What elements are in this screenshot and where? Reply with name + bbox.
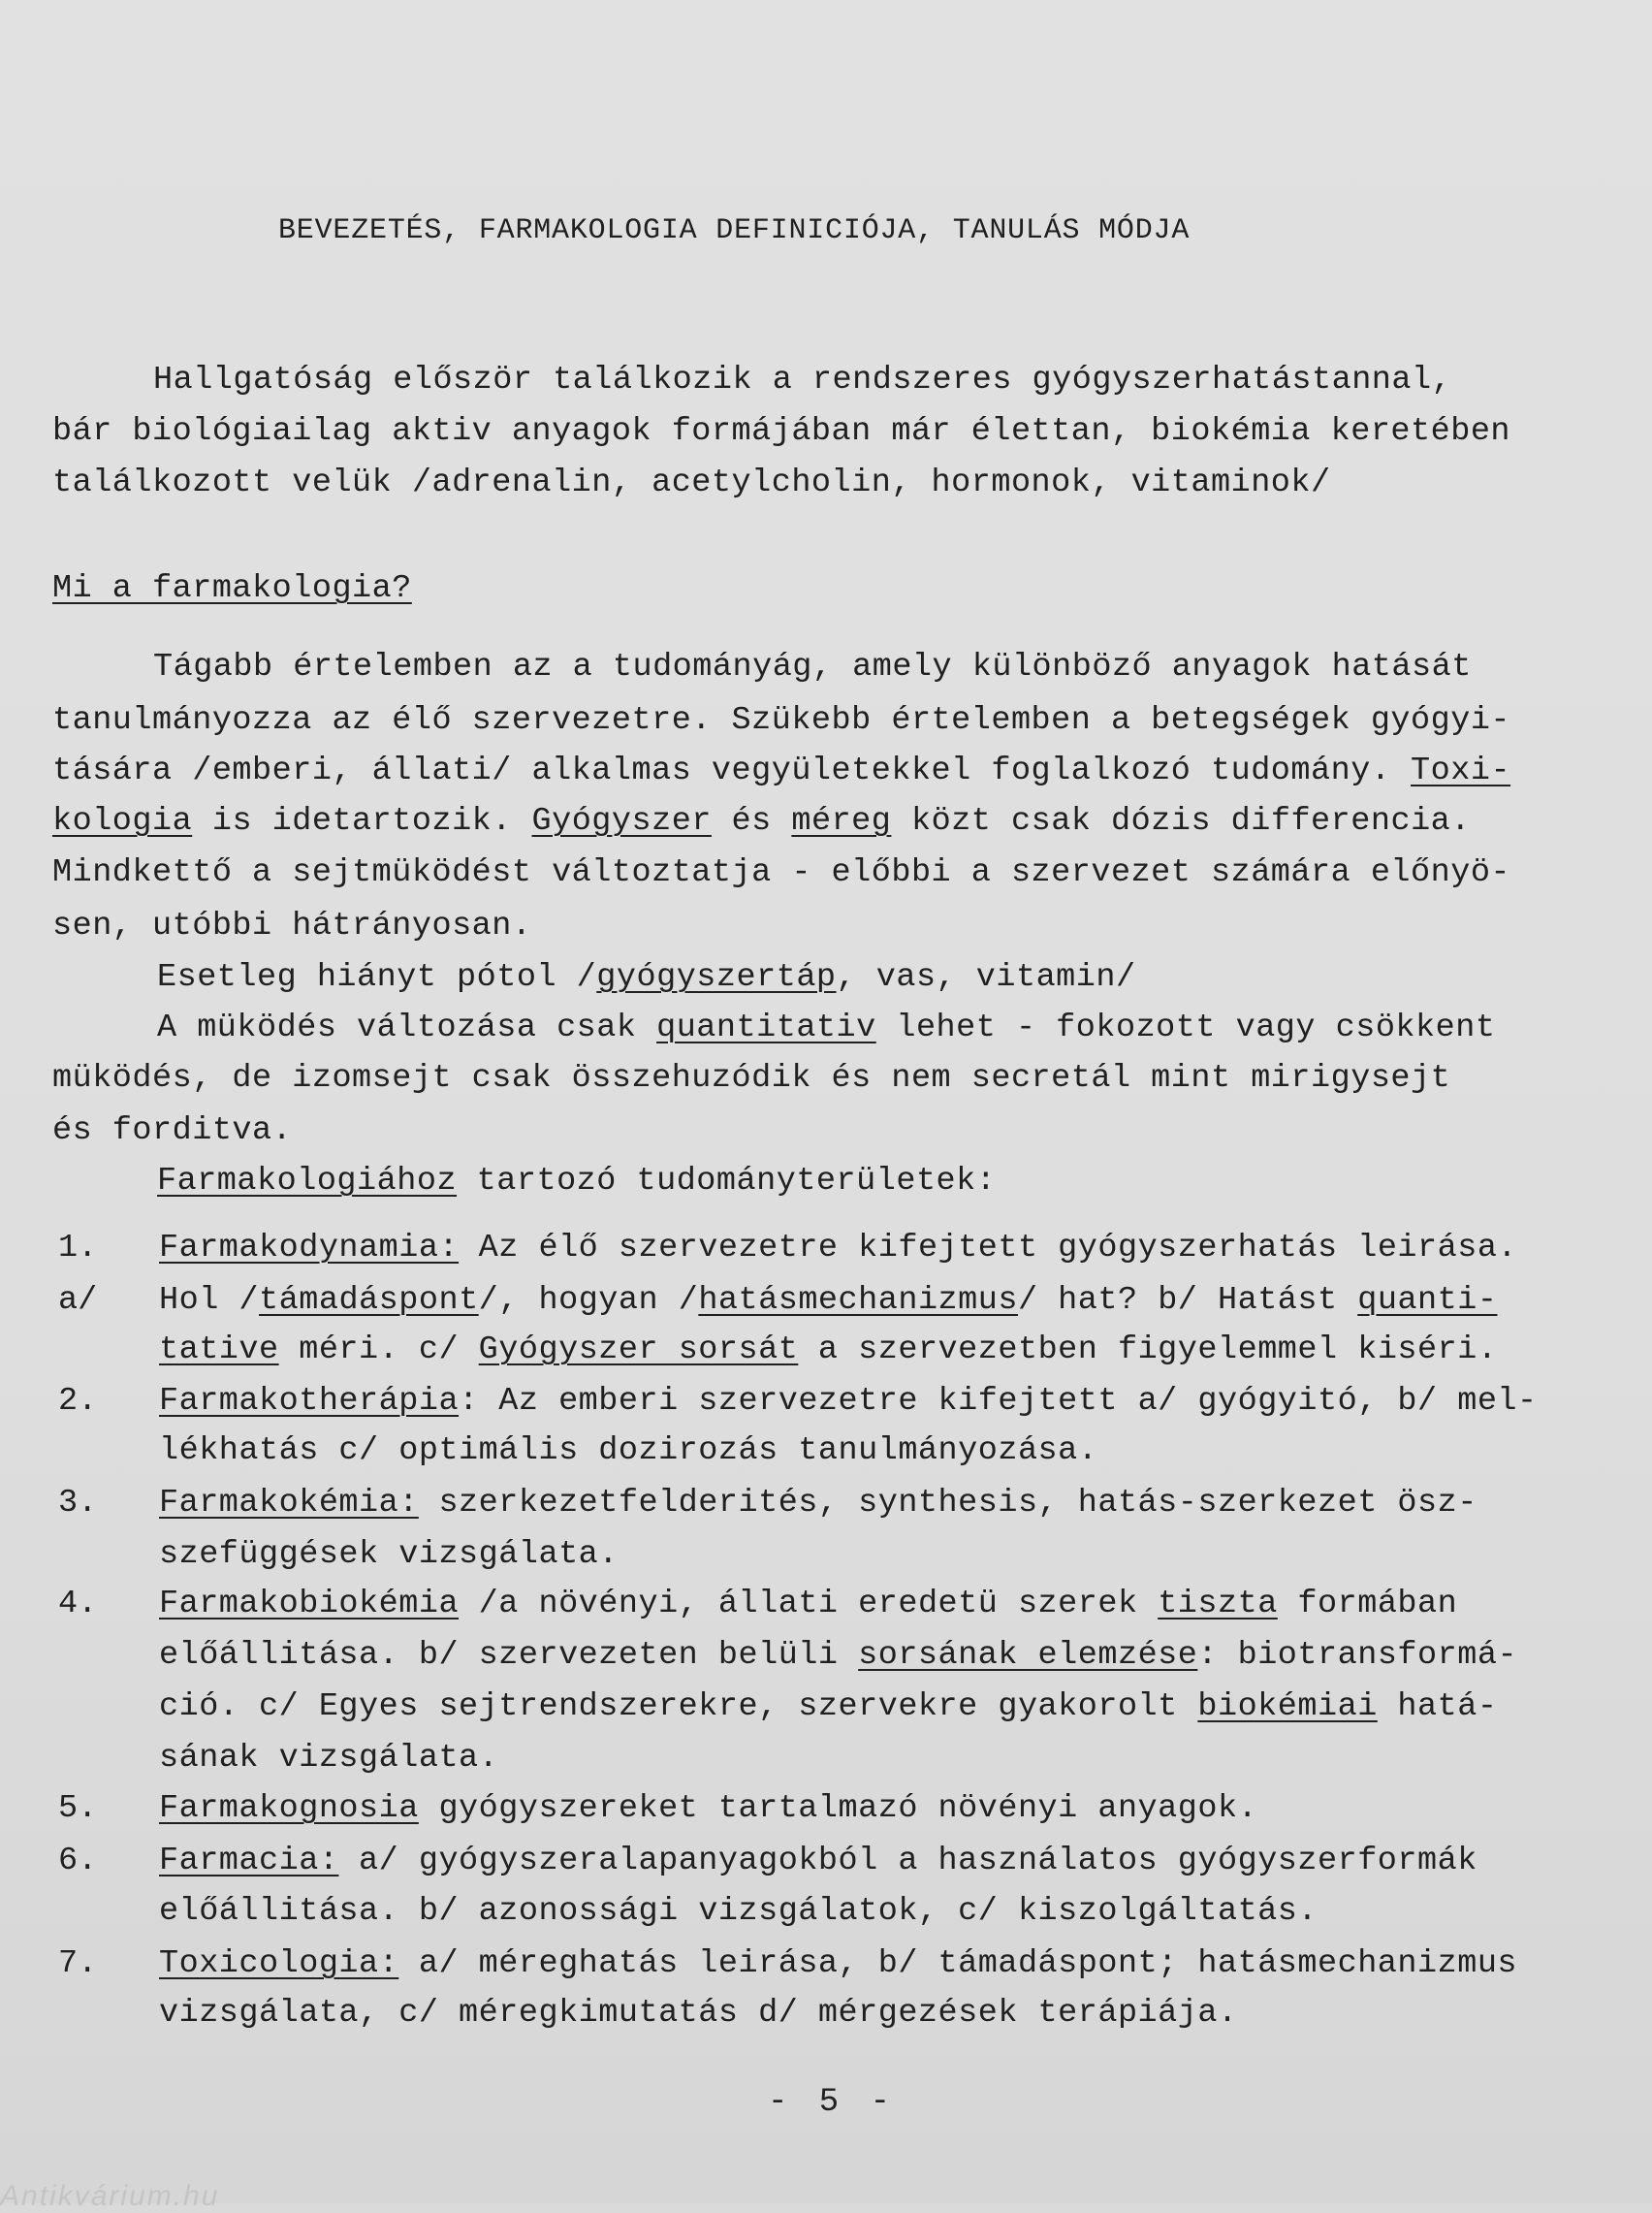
list-item-3-line-2: szefüggések vizsgálata.	[159, 1536, 619, 1573]
definition-line-4	[52, 802, 1471, 841]
text-segment: a/ méreghatás leirása, b/ támadáspont; hatásmechanizmus	[398, 1945, 1518, 1982]
intro-line-2: bár biológiailag aktiv anyagok formájában már élettan, biokémia keretében	[52, 413, 1511, 450]
intro-line-3: találkozott velük /adrenalin, acetylcholin, hormonok, vitaminok/	[52, 465, 1331, 501]
underlined-term: Farmakobiokémia	[159, 1586, 460, 1622]
underlined-term: hatásmechanizmus	[698, 1282, 1018, 1319]
text-segment: : biotransformá-	[1197, 1637, 1518, 1674]
page-title: BEVEZETÉS, FARMAKOLOGIA DEFINICIÓJA, TANULÁS MÓDJA	[278, 214, 1191, 247]
text-segment: és	[711, 803, 792, 840]
item-number: 2.	[58, 1383, 98, 1420]
underlined-term: tative	[159, 1331, 279, 1368]
text-segment: méri. c/	[278, 1331, 479, 1368]
definition-line-7	[157, 958, 1136, 997]
item-number: 6.	[58, 1843, 98, 1879]
definition-line-6: sen, utóbbi hátrányosan.	[52, 908, 532, 945]
text-segment: A müködés változása csak	[157, 1010, 657, 1046]
text-segment: tartozó tudományterületek:	[457, 1163, 997, 1200]
underlined-term: Farmakologiához	[157, 1163, 458, 1200]
watermark: Antikvárium.hu	[0, 2180, 220, 2212]
underlined-term: Gyógyszer sorsát	[478, 1331, 799, 1368]
text-segment: gyógyszereket tartalmazó növényi anyagok.	[418, 1790, 1258, 1827]
underlined-term: quanti-	[1357, 1282, 1498, 1319]
item-number: 1.	[58, 1230, 98, 1267]
list-item-6	[159, 1842, 1477, 1880]
underlined-term: kologia	[52, 803, 193, 840]
underlined-term: Farmakotherápia	[159, 1383, 460, 1420]
definition-line-3	[52, 752, 1510, 790]
underlined-term: gyógyszertáp	[596, 959, 837, 996]
text-segment: tására /emberi, állati/ alkalmas vegyületekkel foglalkozó tudomány.	[52, 753, 1412, 789]
underlined-term: Toxi-	[1411, 753, 1511, 789]
text-segment: , vas, vitamin/	[836, 959, 1136, 996]
list-item-5	[159, 1789, 1257, 1828]
list-item-2-line-2: lékhatás c/ optimális dozirozás tanulmányozása.	[159, 1432, 1098, 1469]
list-item-4-line-4: sának vizsgálata.	[159, 1740, 499, 1777]
page-number: - 5 -	[768, 2084, 897, 2121]
intro-line-1: Hallgatóság először találkozik a rendszeres gyógyszerhatástannal,	[153, 362, 1452, 399]
text-segment: közt csak dózis differencia.	[891, 803, 1471, 840]
text-segment: hatá-	[1377, 1688, 1498, 1725]
list-item-1	[159, 1229, 1517, 1267]
text-segment: Az élő szervezetre kifejtett gyógyszerhatás leirása.	[459, 1230, 1518, 1267]
definition-line-2: tanulmányozza az élő szervezetre. Szükebb értelemben a betegségek gyógyi-	[52, 702, 1511, 739]
text-segment: ció. c/ Egyes sejtrendszerekre, szervekre gyakorolt	[159, 1688, 1198, 1725]
list-item-1-line-3	[159, 1331, 1497, 1369]
text-segment: formában	[1277, 1586, 1458, 1622]
text-segment: a/ gyógyszeralapanyagokból a használatos gyógyszerformák	[338, 1843, 1477, 1879]
underlined-term: Gyógyszer	[531, 803, 712, 840]
text-segment: /a növényi, állati eredetü szerek	[459, 1586, 1159, 1622]
underlined-term: Toxicologia:	[159, 1945, 399, 1982]
definition-line-8	[157, 1009, 1495, 1047]
item-number: 7.	[58, 1945, 98, 1982]
underlined-term: Farmakodynamia:	[159, 1230, 460, 1267]
underlined-term: támadáspont	[259, 1282, 479, 1319]
list-item-7	[159, 1944, 1517, 1983]
item-number: 5.	[58, 1790, 98, 1827]
definition-line-1: Tágabb értelemben az a tudományág, amely különböző anyagok hatását	[153, 649, 1472, 686]
list-item-4-line-2	[159, 1636, 1517, 1675]
underlined-term: Farmakokémia:	[159, 1485, 419, 1522]
section-heading: Mi a farmakologia?	[52, 570, 412, 607]
underlined-term: tiszta	[1158, 1586, 1278, 1622]
list-item-7-line-2: vizsgálata, c/ méregkimutatás d/ mérgezések terápiája.	[159, 1995, 1238, 2032]
definition-line-9: müködés, de izomsejt csak összehuzódik és nem secretál mint mirigysejt	[52, 1060, 1451, 1097]
definition-line-5: Mindkettő a sejtmüködést változtatja - előbbi a szervezet számára előnyö-	[52, 854, 1511, 891]
item-number: a/	[58, 1282, 98, 1319]
underlined-term: quantitativ	[656, 1010, 876, 1046]
list-item-6-line-2: előállitása. b/ azonossági vizsgálatok, c/ kiszolgáltatás.	[159, 1893, 1318, 1930]
list-item-4-line-3	[159, 1687, 1497, 1726]
list-item-4	[159, 1585, 1457, 1623]
underlined-term: sorsának elemzése	[858, 1637, 1198, 1674]
underlined-term: méreg	[791, 803, 892, 840]
text-segment: is idetartozik.	[192, 803, 532, 840]
text-segment: Hol /	[159, 1282, 260, 1319]
underlined-term: Farmakognosia	[159, 1790, 419, 1827]
underlined-term: Farmacia:	[159, 1843, 339, 1879]
list-item-3	[159, 1484, 1477, 1523]
item-number: 4.	[58, 1586, 98, 1622]
fields-intro-line	[157, 1162, 996, 1201]
text-segment: lehet - fokozott vagy csökkent	[875, 1010, 1496, 1046]
text-segment: előállitása. b/ szervezeten belüli	[159, 1637, 859, 1674]
list-item-2	[159, 1382, 1538, 1421]
text-segment: : Az emberi szervezetre kifejtett a/ gyógyitó, b/ mel-	[459, 1383, 1538, 1420]
text-segment: a szervezetben figyelemmel kiséri.	[798, 1331, 1498, 1368]
text-segment: /, hogyan /	[478, 1282, 699, 1319]
text-segment: Esetleg hiányt pótol /	[157, 959, 597, 996]
text-segment: szerkezetfelderités, synthesis, hatás-szerkezet ösz-	[418, 1485, 1477, 1522]
definition-line-10: és forditva.	[52, 1112, 293, 1149]
list-item-1-line-2	[159, 1281, 1497, 1320]
item-number: 3.	[58, 1485, 98, 1522]
underlined-term: biokémiai	[1197, 1688, 1378, 1725]
text-segment: / hat? b/ Hatást	[1017, 1282, 1358, 1319]
